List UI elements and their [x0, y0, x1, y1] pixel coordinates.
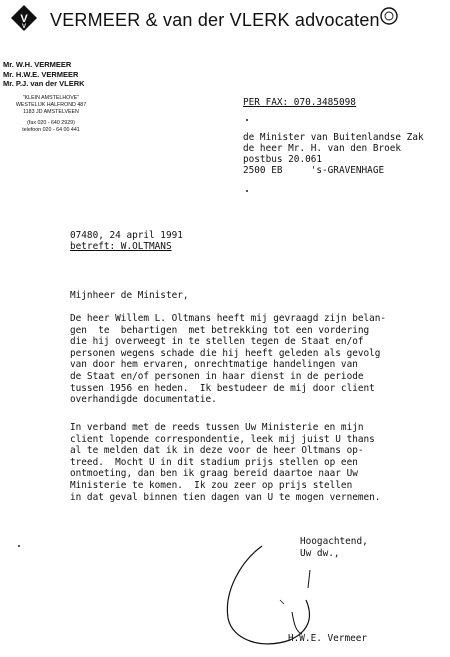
- vv-logo-icon: [10, 4, 38, 32]
- paragraph-line: ontmoeting, dan ben ik graag bereid daartoe naar Uw: [70, 468, 358, 480]
- paragraph-line: De heer Willem L. Oltmans heeft mij gevraagd zijn belan-: [70, 313, 387, 324]
- paragraph-line: personen wegens schade die hij heeft geleden als gevolg: [70, 347, 381, 359]
- closing-line: Uw dw.,: [300, 548, 340, 559]
- paragraph-line: Ministerie te komen. Ik zou zeer op prijs stellen: [70, 479, 353, 491]
- paragraph-line: tussen 1956 en heden. Ik bestudeer de mij door client: [70, 382, 375, 394]
- lawyer-name: Mr. P.J. van der VLERK: [3, 79, 85, 88]
- svg-text:V: V: [20, 13, 28, 25]
- paragraph-line: van door hem ervaren, onrechtmatige handelingen van: [70, 359, 358, 371]
- fax-number-line: PER FAX: 070.3485098: [243, 97, 356, 108]
- subject-line: betreft: W.OLTMANS: [70, 241, 172, 252]
- paragraph-line: de Staat en/of personen in haar dienst in de periode: [70, 370, 364, 382]
- salutation: Mijnheer de Minister,: [70, 290, 189, 301]
- closing-line: Hoogachtend,: [300, 536, 368, 547]
- speck: [18, 545, 20, 547]
- circular-seal-icon: [378, 5, 400, 27]
- contact-line: telefoon 020 - 64 00 441: [22, 126, 80, 133]
- paragraph-line: client lopende correspondentie, leek mij juist U thans: [70, 433, 375, 445]
- reference-block: [70, 230, 183, 252]
- body-paragraph-2: [70, 422, 442, 503]
- contact-line: (fax 020 - 640 2929): [27, 119, 75, 126]
- closing-block: [300, 536, 368, 560]
- paragraph-line: in dat geval binnen tien dagen van U te mogen vernemen.: [70, 491, 381, 503]
- svg-text:V: V: [21, 24, 27, 30]
- paragraph-line: In verband met de reeds tussen Uw Ministerie en mijn: [70, 422, 364, 433]
- paragraph-line: die hij overweegt in te stellen tegen de Staat en/of: [70, 336, 364, 348]
- body-paragraph-1: [70, 313, 442, 406]
- sender-block: [3, 60, 118, 134]
- paragraph-line: gen te behartigen met betrekking tot een vordering: [70, 324, 370, 336]
- address-line: "KLEIN AMSTELHOVE": [22, 94, 80, 101]
- paragraph-line: overhandigde documentatie.: [70, 394, 217, 406]
- lawyer-name: Mr. W.H. VERMEER: [3, 60, 72, 69]
- recipient-line: de Minister van Buitenlandse Zak: [243, 132, 424, 143]
- signer-name: H.W.E. Vermeer: [288, 633, 368, 644]
- address-line: 1183 JD AMSTELVEEN: [23, 108, 79, 115]
- speck: [246, 190, 248, 192]
- recipient-line: 2500 EB 's-GRAVENHAGE: [243, 165, 385, 176]
- speck: [246, 119, 248, 121]
- address-line: WESTELIJK HALFROND 487: [15, 101, 87, 108]
- paragraph-line: al te melden dat ik in deze voor de heer Oltmans op-: [70, 445, 364, 457]
- lawyer-name: Mr. H.W.E. VERMEER: [3, 69, 79, 79]
- recipient-address: [243, 132, 424, 176]
- recipient-line: de heer Mr. H. van den Broek: [243, 143, 402, 154]
- paragraph-line: treed. Mocht U in dit stadium prijs stellen op een: [70, 456, 358, 468]
- firm-name: VERMEER & van der VLERK advocaten: [50, 10, 380, 30]
- reference-date: 07480, 24 april 1991: [70, 230, 183, 241]
- recipient-line: postbus 20.061: [243, 154, 323, 165]
- letterhead: [10, 4, 440, 34]
